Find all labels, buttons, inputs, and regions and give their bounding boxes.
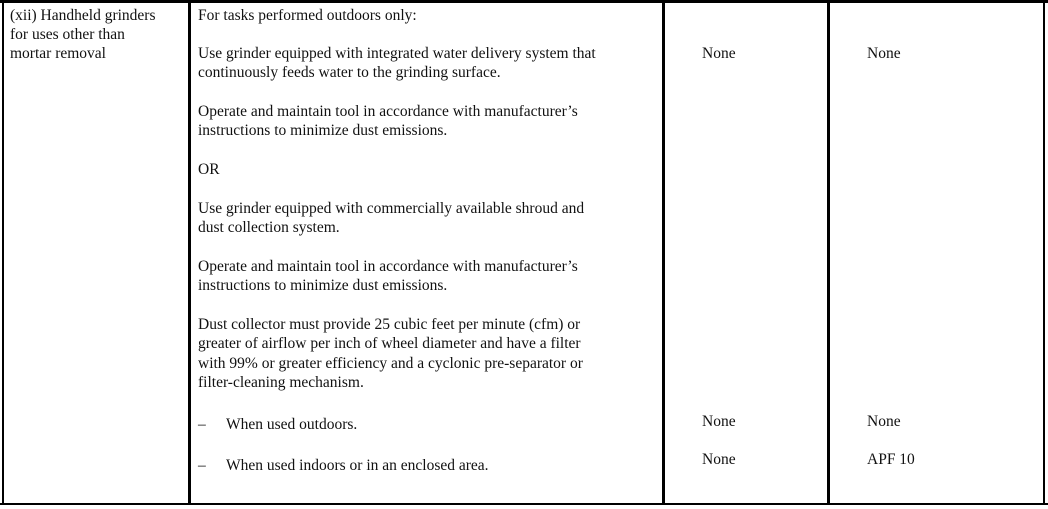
control-p2-line-2: instructions to minimize dust emissions. (198, 122, 448, 139)
col4-value-a: None (867, 45, 901, 62)
control-p1-line-1: Use grinder equipped with integrated water delivery system that (198, 45, 596, 62)
col4-value-c: APF 10 (867, 451, 915, 468)
task-label-line-2: for uses other than (10, 26, 125, 43)
control-p2-line-1: Operate and maintain tool in accordance with manufacturer’s (198, 103, 578, 120)
col3-value-c: None (702, 451, 736, 468)
control-p3-line-2: dust collection system. (198, 219, 340, 236)
task-label-line-3: mortar removal (10, 45, 106, 62)
col3-value-b: None (702, 413, 736, 430)
control-or: OR (198, 161, 220, 178)
control-p1-line-2: continuously feeds water to the grinding surface. (198, 64, 501, 81)
sub-item-outdoors: When used outdoors. (226, 416, 358, 433)
control-p5-line-1: Dust collector must provide 25 cubic feet per minute (cfm) or (198, 316, 581, 333)
top-border (0, 0, 1048, 3)
control-p5-line-2: greater of airflow per inch of wheel diameter and have a filter (198, 335, 581, 352)
left-border (2, 0, 4, 505)
right-border (1043, 0, 1045, 505)
control-p3-line-1: Use grinder equipped with commercially available shroud and (198, 200, 585, 217)
control-p5-line-3: with 99% or greater efficiency and a cyclonic pre-separator or (198, 355, 583, 372)
column-divider-2 (662, 0, 665, 505)
control-p4-line-2: instructions to minimize dust emissions. (198, 277, 448, 294)
column-divider-3 (827, 0, 830, 505)
column-divider-1 (188, 0, 191, 505)
control-p4-line-1: Operate and maintain tool in accordance with manufacturer’s (198, 258, 578, 275)
task-label-line-1: (xii) Handheld grinders (10, 7, 156, 24)
controls-intro: For tasks performed outdoors only: (198, 7, 417, 24)
bottom-border (0, 503, 1048, 505)
sub-item-indoors: When used indoors or in an enclosed area. (226, 457, 489, 474)
sub-item-dash-1: – (198, 416, 206, 433)
col4-value-b: None (867, 413, 901, 430)
control-p5-line-4: filter-cleaning mechanism. (198, 374, 364, 391)
sub-item-dash-2: – (198, 457, 206, 474)
col3-value-a: None (702, 45, 736, 62)
